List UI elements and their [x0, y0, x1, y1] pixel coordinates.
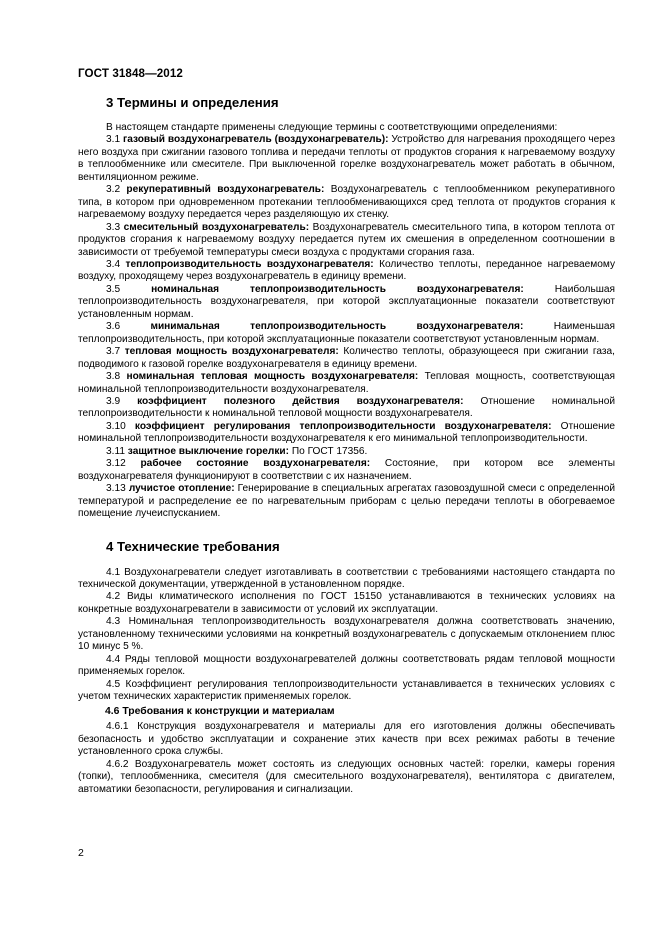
requirement-paragraph: 4.2 Виды климатического исполнения по ГОСТ 15150 устанавливаются в технических условиях на конкретные воздухонагреватели в зависимости от условий их эксплуатации. — [78, 591, 615, 615]
requirement-paragraph: 4.4 Ряды тепловой мощности воздухонагревателей должны соответствовать рядам тепловой мощности применяемых горелок. — [78, 653, 615, 678]
terms-list — [78, 134, 615, 520]
term-item: 3.1 газовый воздухонагреватель (воздухонагреватель): Устройство для нагревания проходящего через него воздуха при сжигании газового топлива и передачи теплоты от продуктов сгорания к нагреваемому воздуху в теплообменнике или смесителе. При выключенной горелке воздухонагреватель может работать в обычном, вентиляционном режиме. — [78, 134, 615, 183]
term-item: 3.8 номинальная тепловая мощность воздухонагревателя: Тепловая мощность, соответствующая номинальной теплопроизводительности воздухонагревателя. — [78, 371, 616, 395]
section-4-heading: 4 Технические требования — [106, 538, 280, 554]
document-header: ГОСТ 31848—2012 — [78, 67, 183, 80]
requirement-paragraph: 4.3 Номинальная теплопроизводительность воздухонагревателя должна соответствовать значению, установленному техническими условиями на конкретный воздухонагреватель с допускаемым отклонением плюс 10 минус 5 %. — [78, 616, 615, 653]
term-item: 3.2 рекуперативный воздухонагреватель: Воздухонагреватель с теплообменником рекуперативного типа, в котором при одновременном протекании теплообменивающихся сред теплота от продуктов сгорания к нагреваемому воздуху передается через разделяющую их стенку. — [78, 184, 615, 221]
section-3-intro: В настоящем стандарте применены следующие термины с соответствующими определениями: — [106, 122, 558, 133]
requirement-paragraph: 4.6.2 Воздухонагреватель может состоять из следующих основных частей: горелки, камеры горения (топки), теплообменника, смесителя (для смесительного воздухонагревателя), вентилятора с двигателем, автоматики безопасности, регулирования и сигнализации. — [78, 758, 615, 795]
page-number: 2 — [78, 847, 84, 859]
term-item: 3.6 минимальная теплопроизводительность воздухонагревателя: Наименьшая теплопроизводительность, при которой эксплуатационные показатели соответствуют установленным нормам. — [78, 321, 616, 345]
page-content — [78, 95, 615, 796]
requirement-paragraph: 4.5 Коэффициент регулирования теплопроизводительности устанавливается в технических условиях с учетом технических характеристик применяемых горелок. — [78, 678, 615, 703]
term-item: 3.3 смесительный воздухонагреватель: Воздухонагреватель смесительного типа, в котором теплота от продуктов сгорания к нагреваемому воздуху передается путем их смешения в определенном соотношении в зависимости от требуемой температуры смеси воздуха с продуктами сгорания газа. — [78, 221, 615, 258]
term-item: 3.7 тепловая мощность воздухонагревателя: Количество теплоты, образующееся при сжигании газа, подводимого к газовой горелке воздухонагревателя в единицу времени. — [78, 346, 615, 370]
term-item: 3.10 коэффициент регулирования теплопроизводительности воздухонагревателя: Отношение номинальной теплопроизводительности воздухонагревателя к его минимальной теплопроизводительности. — [78, 420, 615, 445]
term-item: 3.9 коэффициент полезного действия воздухонагревателя: Отношение номинальной теплопроизводительности к номинальной тепловой мощности воздухонагревателя. — [78, 395, 615, 420]
term-item: 3.11 защитное выключение горелки: По ГОСТ 17356. — [106, 445, 368, 457]
term-item: 3.5 номинальная теплопроизводительность воздухонагревателя: Наибольшая теплопроизводительность воздухонагревателя, при которой эксплуатационные показатели соответствуют установленным нормам. — [78, 283, 615, 320]
term-item: 3.13 лучистое отопление: Генерирование в специальных агрегатах газовоздушной смеси с определенной температурой и распределение ее по нагревательным приборам с целью передачи теплоты в обогреваемое помещение лучеиспусканием. — [78, 483, 615, 520]
section-3-heading: 3 Термины и определения — [106, 95, 279, 110]
requirement-paragraph: 4.6.1 Конструкция воздухонагревателя и материалы для его изготовления должны обеспечивать безопасность и удобство эксплуатации и сохранение этих качеств при всех режимах работы в течение установленного срока службы. — [78, 721, 615, 758]
term-item: 3.4 теплопроизводительность воздухонагревателя: Количество теплоты, переданное нагреваемому воздуху, проходящему через воздухонагреватель в единицу времени. — [78, 258, 616, 283]
subsection-4-6-heading: 4.6 Требования к конструкции и материалам — [105, 706, 335, 718]
term-item: 3.12 рабочее состояние воздухонагревателя: Состояние, при котором все элементы воздухонагревателя функционируют в соответствии с их назначением. — [78, 458, 615, 482]
requirement-paragraph: 4.1 Воздухонагреватели следует изготавливать в соответствии с требованиями настоящего стандарта по технической документации, утвержденной в установленном порядке. — [78, 566, 615, 590]
